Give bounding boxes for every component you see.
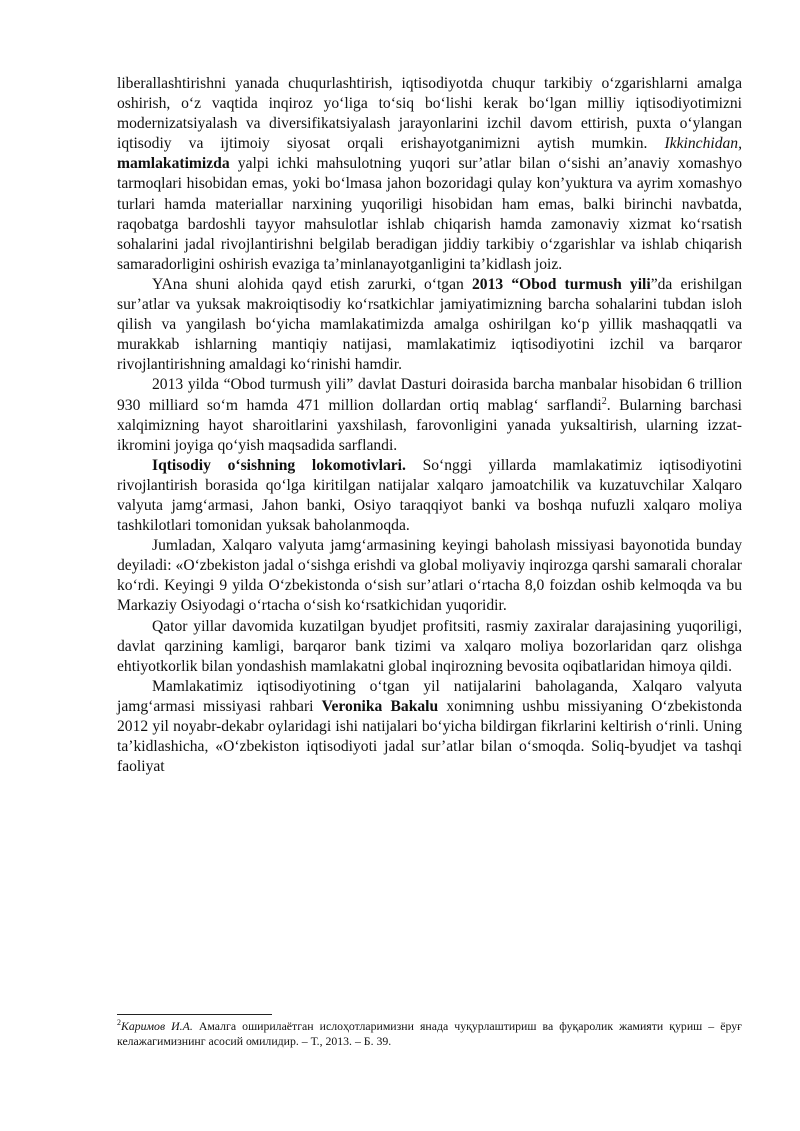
text: Qator yillar davomida kuzatilgan byudjet profitsiti, rasmiy zaxiralar darajasining yuqoriligi, davlat qarzining kamligi, barqaror bank tizimi va xalqaro moliya bozorlaridan qarz olishga ehtiyotkorlik bilan yondashish mamlakatni global inqirozning bevosita oqibatlaridan himoya qildi. (117, 617, 742, 675)
footnote (117, 1019, 742, 1049)
paragraph-7 (117, 677, 742, 777)
text: yalpi ichki mahsulotning yuqori sur’atlar bilan o‘sishi an’anaviy xomashyo tarmoqlari hisobidan emas, yoki bo‘lmasa jahon bozoridagi qulay kon’yuktura va ayrim xomashyo turlari hamda materiallar narxining yuqoriligi hisobidan ham emas, balki birinchi navbatda, raqobatga bardoshli tayyor mahsulotlar ishlab chiqarish hamda zamonaviy xizmat ko‘rsatish sohalarini jadal rivojlantirishni belgilab beradigan jiddiy tarkibiy o‘zgarishlar va ishlab chiqarish samaradorligini oshirish evaziga ta’minlanayotganligini ta’kidlash joiz. (117, 155, 742, 273)
paragraph-5 (117, 536, 742, 616)
paragraph-2 (117, 275, 742, 375)
text: . Bularning barchasi xalqimizning hayot sharoitlarini yaxshilash, farovonligini yanada yuksaltirish, ularning izzat-ikromini joyiga qo‘yish maqsadida sarflandi. (117, 396, 742, 454)
document-body (117, 74, 742, 777)
bold-text: Veronika Bakalu (321, 697, 439, 715)
footnote-number: 2 (117, 1018, 121, 1028)
section-heading: Iqtisodiy o‘sishning lokomotivlari. (152, 456, 406, 474)
paragraph-1 (117, 74, 742, 275)
text: ”da erishilgan sur’atlar va yuksak makroiqtisodiy ko‘rsatkichlar jamiyatimizning barcha sohalarini tubdan isloh qilish va yangilash bo‘yicha mamlakatimizda amalga oshirilgan ko‘p yillik mashaqqatli va murakkab ishlarning mantiqiy natijasi, mamlakatimiz iqtisodiyotini izchil va barqaror rivojlantirishning amaldagi ko‘rinishi hamdir. (117, 275, 743, 374)
text: Jumladan, Xalqaro valyuta jamg‘armasining keyingi baholash missiyasi bayonotida bunday deyiladi: «O‘zbekiston jadal o‘sishga erishdi va global moliyaviy inqirozga qarshi samarali choralar ko‘rdi. Keyingi 9 yilda O‘zbekistonda o‘sish sur’atlari o‘rtacha 8,0 foizdan oshib kelmoqda va bu Markaziy Osiyodagi o‘rtacha o‘sish ko‘rsatkichidan yuqoridir. (117, 537, 742, 615)
footnote-divider (117, 1014, 272, 1015)
bold-text: 2013 “Obod turmush yili (471, 275, 651, 293)
text: Mamlakatimiz iqtisodiyotining o‘tgan yil natijalarini baholaganda, Xalqaro valyuta jamg‘armasi missiyasi rahbari (117, 677, 742, 715)
text: 2013 yilda “Obod turmush yili” davlat Dasturi doirasida barcha manbalar hisobidan 6 trillion 930 milliard so‘m hamda 471 million dollardan ortiq mablag‘ sarflandi (117, 376, 742, 414)
footnote-author: Каримов И.А. (121, 1019, 193, 1033)
bold-text: mamlakatimizda (117, 155, 230, 173)
text: xonimning ushbu missiyaning O‘zbekistonda 2012 yil noyabr-dekabr oylaridagi ishi natijalari bo‘yicha bildirgan fikrlarini keltirish o‘rinli. Uning ta’kidlashicha, «O‘zbekiston iqtisodiyoti jadal sur’atlar bilan o‘smoqda. Soliq-byudjet va tashqi faoliyat (117, 697, 743, 776)
paragraph-3 (117, 375, 742, 455)
paragraph-4 (117, 456, 742, 536)
footnote-text: Амалга оширилаётган ислоҳотларимизни янада чуқурлаштириш ва фуқаролик жамияти қуриш – ёруғ келажагимизнинг асосий омилидир. – Т., 2013. – Б. 39. (117, 1019, 742, 1048)
text: So‘nggi yillarda mamlakatimiz iqtisodiyotini rivojlantirish borasida qo‘lga kiritilgan natijalar xalqaro jamoatchilik va kuzatuvchilar Xalqaro valyuta jamg‘armasi, Jahon banki, Osiyo taraqqiyot banki va boshqa nufuzli xalqaro moliya tashkilotlari tomonidan yuksak baholanmoqda. (117, 456, 742, 535)
italic-text: Ikkinchidan, (664, 135, 742, 153)
footnote-reference[interactable]: 2 (601, 395, 607, 407)
paragraph-6 (117, 617, 742, 677)
text: liberallashtirishni yanada chuqurlashtirish, iqtisodiyotda chuqur tarkibiy o‘zgarishlarni amalga oshirish, o‘z vaqtida inqiroz yo‘liga to‘siq bo‘lishi kerak bo‘lgan milliy iqtisodiyotimizni modernizatsiyalash va diversifikatsiyalash jarayonlarini izchil davom ettirish, puxta o‘ylangan iqtisodiy va ijtimoiy siyosat orqali erishayotganimizni aytish mumkin. (117, 75, 742, 153)
text: YAna shuni alohida qayd etish zarurki, o‘tgan (152, 275, 472, 293)
